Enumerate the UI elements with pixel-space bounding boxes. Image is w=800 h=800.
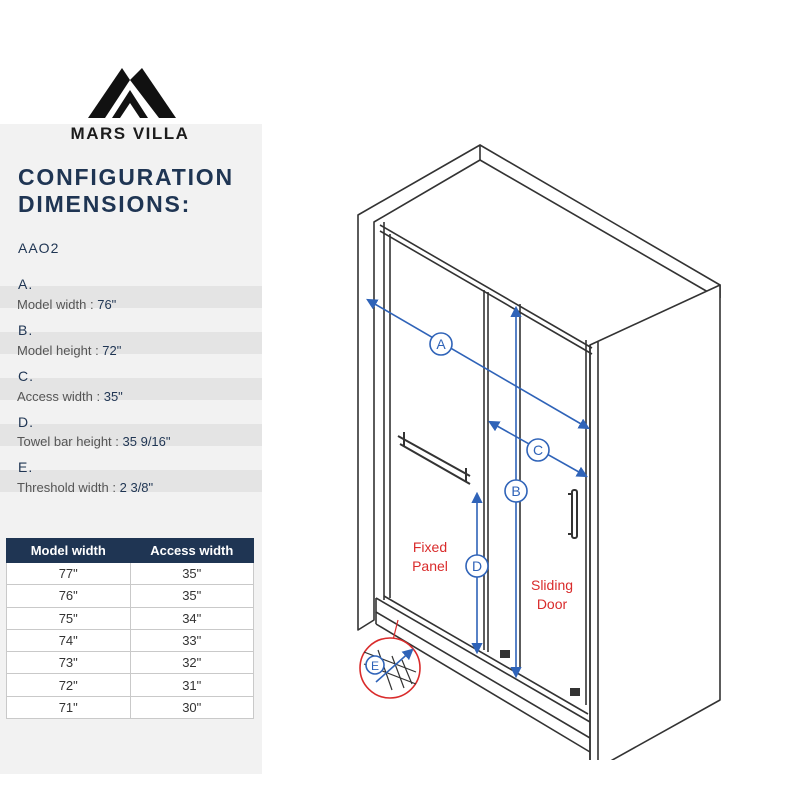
dim-label: Model width — [17, 297, 87, 312]
table-row — [7, 629, 254, 651]
dim-label: Towel bar height — [17, 434, 112, 449]
table-cell: 34" — [130, 607, 254, 629]
dim-value: 2 3/8" — [119, 480, 154, 495]
dim-letter-a: A. — [18, 276, 34, 292]
threshold-detail-callout — [360, 638, 420, 698]
table-row — [7, 563, 254, 585]
dim-separator: : — [92, 389, 104, 404]
brand-name: MARS VILLA — [70, 124, 190, 143]
shower-enclosure-diagram — [340, 135, 740, 760]
marker-c — [527, 439, 549, 461]
table-cell: 35" — [130, 585, 254, 607]
table-cell: 32" — [130, 652, 254, 674]
size-table — [6, 538, 254, 719]
table-row — [7, 696, 254, 718]
dim-separator: : — [111, 434, 123, 449]
title-line-1: CONFIGURATION — [18, 164, 234, 190]
table-cell: 75" — [7, 607, 131, 629]
table-row — [7, 585, 254, 607]
marker-b — [505, 480, 527, 502]
title-line-2: DIMENSIONS: — [18, 191, 192, 217]
table-cell: 77" — [7, 563, 131, 585]
dim-row-e — [17, 480, 153, 495]
dim-label: Access width — [17, 389, 93, 404]
dim-row-d — [17, 434, 171, 449]
table-row — [7, 607, 254, 629]
dim-value: 35" — [103, 389, 123, 404]
sliding-door-label-line1: Sliding — [530, 577, 574, 593]
dim-label: Model height — [17, 343, 92, 358]
table-row — [7, 674, 254, 696]
dim-separator: : — [86, 297, 98, 312]
dim-letter-d: D. — [18, 414, 34, 430]
table-cell: 76" — [7, 585, 131, 607]
dim-row-b — [17, 343, 121, 358]
dim-letter-c: C. — [18, 368, 34, 384]
fixed-panel-label — [400, 538, 460, 576]
marker-d-label: D — [471, 558, 483, 574]
marker-a-label: A — [436, 336, 446, 352]
table-cell: 71" — [7, 696, 131, 718]
dim-letter-e: E. — [18, 459, 34, 475]
dim-separator: : — [108, 480, 120, 495]
dim-value: 76" — [97, 297, 117, 312]
sliding-door-label — [522, 576, 582, 614]
dim-row-c — [17, 389, 123, 404]
table-cell: 72" — [7, 674, 131, 696]
table-cell: 33" — [130, 629, 254, 651]
fixed-panel-label-line2: Panel — [412, 558, 448, 574]
marker-b-label: B — [511, 483, 521, 499]
table-cell: 73" — [7, 652, 131, 674]
dim-value: 72" — [102, 343, 122, 358]
page-title — [18, 164, 234, 218]
table-row — [7, 652, 254, 674]
marker-d — [466, 555, 488, 577]
table-cell: 31" — [130, 674, 254, 696]
table-cell: 30" — [130, 696, 254, 718]
fixed-panel-label-line1: Fixed — [412, 539, 448, 555]
table-cell: 74" — [7, 629, 131, 651]
dim-row-a — [17, 297, 116, 312]
table-cell: 35" — [130, 563, 254, 585]
dim-label: Threshold width — [17, 480, 109, 495]
marker-c-label: C — [532, 442, 544, 458]
marker-a — [430, 333, 452, 355]
table-header-row — [7, 539, 254, 563]
dim-value: 35 9/16" — [122, 434, 171, 449]
column-header-model-width: Model width — [7, 539, 131, 563]
sliding-door-label-line2: Door — [536, 596, 568, 612]
marker-e-label: E — [370, 659, 380, 673]
dim-separator: : — [91, 343, 103, 358]
column-header-access-width: Access width — [130, 539, 254, 563]
dim-letter-b: B. — [18, 322, 34, 338]
model-code: AAO2 — [18, 240, 60, 256]
